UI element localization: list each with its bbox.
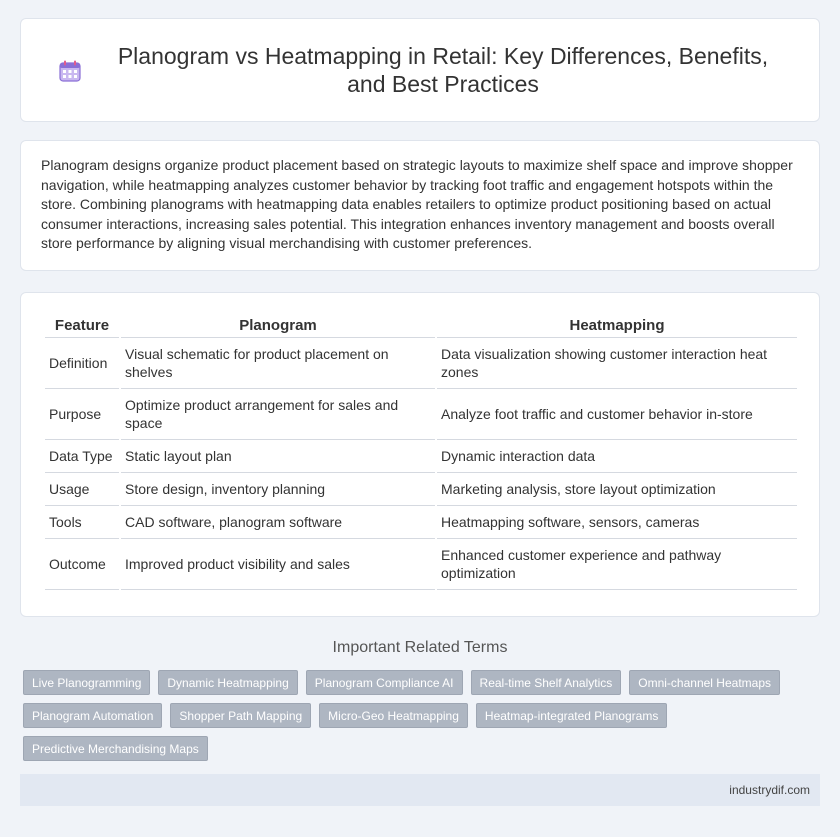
related-term-tag[interactable]: Real-time Shelf Analytics — [471, 670, 622, 695]
footer — [20, 774, 820, 806]
table-row — [45, 338, 797, 389]
row-planogram: Improved product visibility and sales — [121, 539, 435, 590]
footer-site-link[interactable]: industrydif.com — [729, 783, 810, 797]
row-planogram: Visual schematic for product placement on shelves — [121, 338, 435, 389]
table-row — [45, 473, 797, 506]
row-heatmapping: Analyze foot traffic and customer behavior in-store — [437, 389, 797, 440]
row-feature: Data Type — [45, 440, 119, 473]
intro-paragraph: Planogram designs organize product placement based on strategic layouts to maximize shelf space and improve shopper navigation, while heatmapping analyzes customer behavior by tracking foot traffic and engagement hotspots within the store. Combining planograms with heatmapping data enables retailers to optimize product positioning based on actual consumer interactions, increasing sales potential. This integration enhances inventory management and boosts overall store performance by aligning visual merchandising with customer preferences. — [41, 157, 793, 252]
related-term-tag[interactable]: Omni-channel Heatmaps — [629, 670, 780, 695]
header-heatmapping: Heatmapping — [437, 311, 797, 338]
table-row — [45, 506, 797, 539]
related-term-tag[interactable]: Live Planogramming — [23, 670, 150, 695]
related-term-tag[interactable]: Planogram Automation — [23, 703, 162, 728]
related-term-tag[interactable]: Planogram Compliance AI — [306, 670, 463, 695]
row-heatmapping: Data visualization showing customer interaction heat zones — [437, 338, 797, 389]
row-feature: Definition — [45, 338, 119, 389]
table-header-row — [45, 311, 797, 338]
row-heatmapping: Enhanced customer experience and pathway optimization — [437, 539, 797, 590]
row-feature: Purpose — [45, 389, 119, 440]
related-term-tag[interactable]: Shopper Path Mapping — [170, 703, 311, 728]
row-planogram: Store design, inventory planning — [121, 473, 435, 506]
comparison-table — [43, 311, 799, 590]
comparison-card — [20, 292, 820, 617]
related-term-tag[interactable]: Heatmap-integrated Planograms — [476, 703, 667, 728]
row-feature: Tools — [45, 506, 119, 539]
row-planogram: Optimize product arrangement for sales and space — [121, 389, 435, 440]
intro-card — [20, 140, 820, 271]
row-feature: Outcome — [45, 539, 119, 590]
row-heatmapping: Heatmapping software, sensors, cameras — [437, 506, 797, 539]
header-planogram: Planogram — [121, 311, 435, 338]
related-terms-title: Important Related Terms — [332, 639, 508, 656]
calendar-grid-icon — [57, 58, 83, 84]
row-heatmapping: Marketing analysis, store layout optimization — [437, 473, 797, 506]
page-title: Planogram vs Heatmapping in Retail: Key Differences, Benefits, and Best Practices — [117, 43, 769, 97]
related-terms-list — [23, 670, 803, 761]
related-term-tag[interactable]: Predictive Merchandising Maps — [23, 736, 208, 761]
related-term-tag[interactable]: Micro-Geo Heatmapping — [319, 703, 468, 728]
row-planogram: CAD software, planogram software — [121, 506, 435, 539]
title-card — [20, 18, 820, 122]
row-heatmapping: Dynamic interaction data — [437, 440, 797, 473]
table-row — [45, 389, 797, 440]
table-row — [45, 440, 797, 473]
row-planogram: Static layout plan — [121, 440, 435, 473]
row-feature: Usage — [45, 473, 119, 506]
related-term-tag[interactable]: Dynamic Heatmapping — [158, 670, 297, 695]
table-row — [45, 539, 797, 590]
header-feature: Feature — [45, 311, 119, 338]
